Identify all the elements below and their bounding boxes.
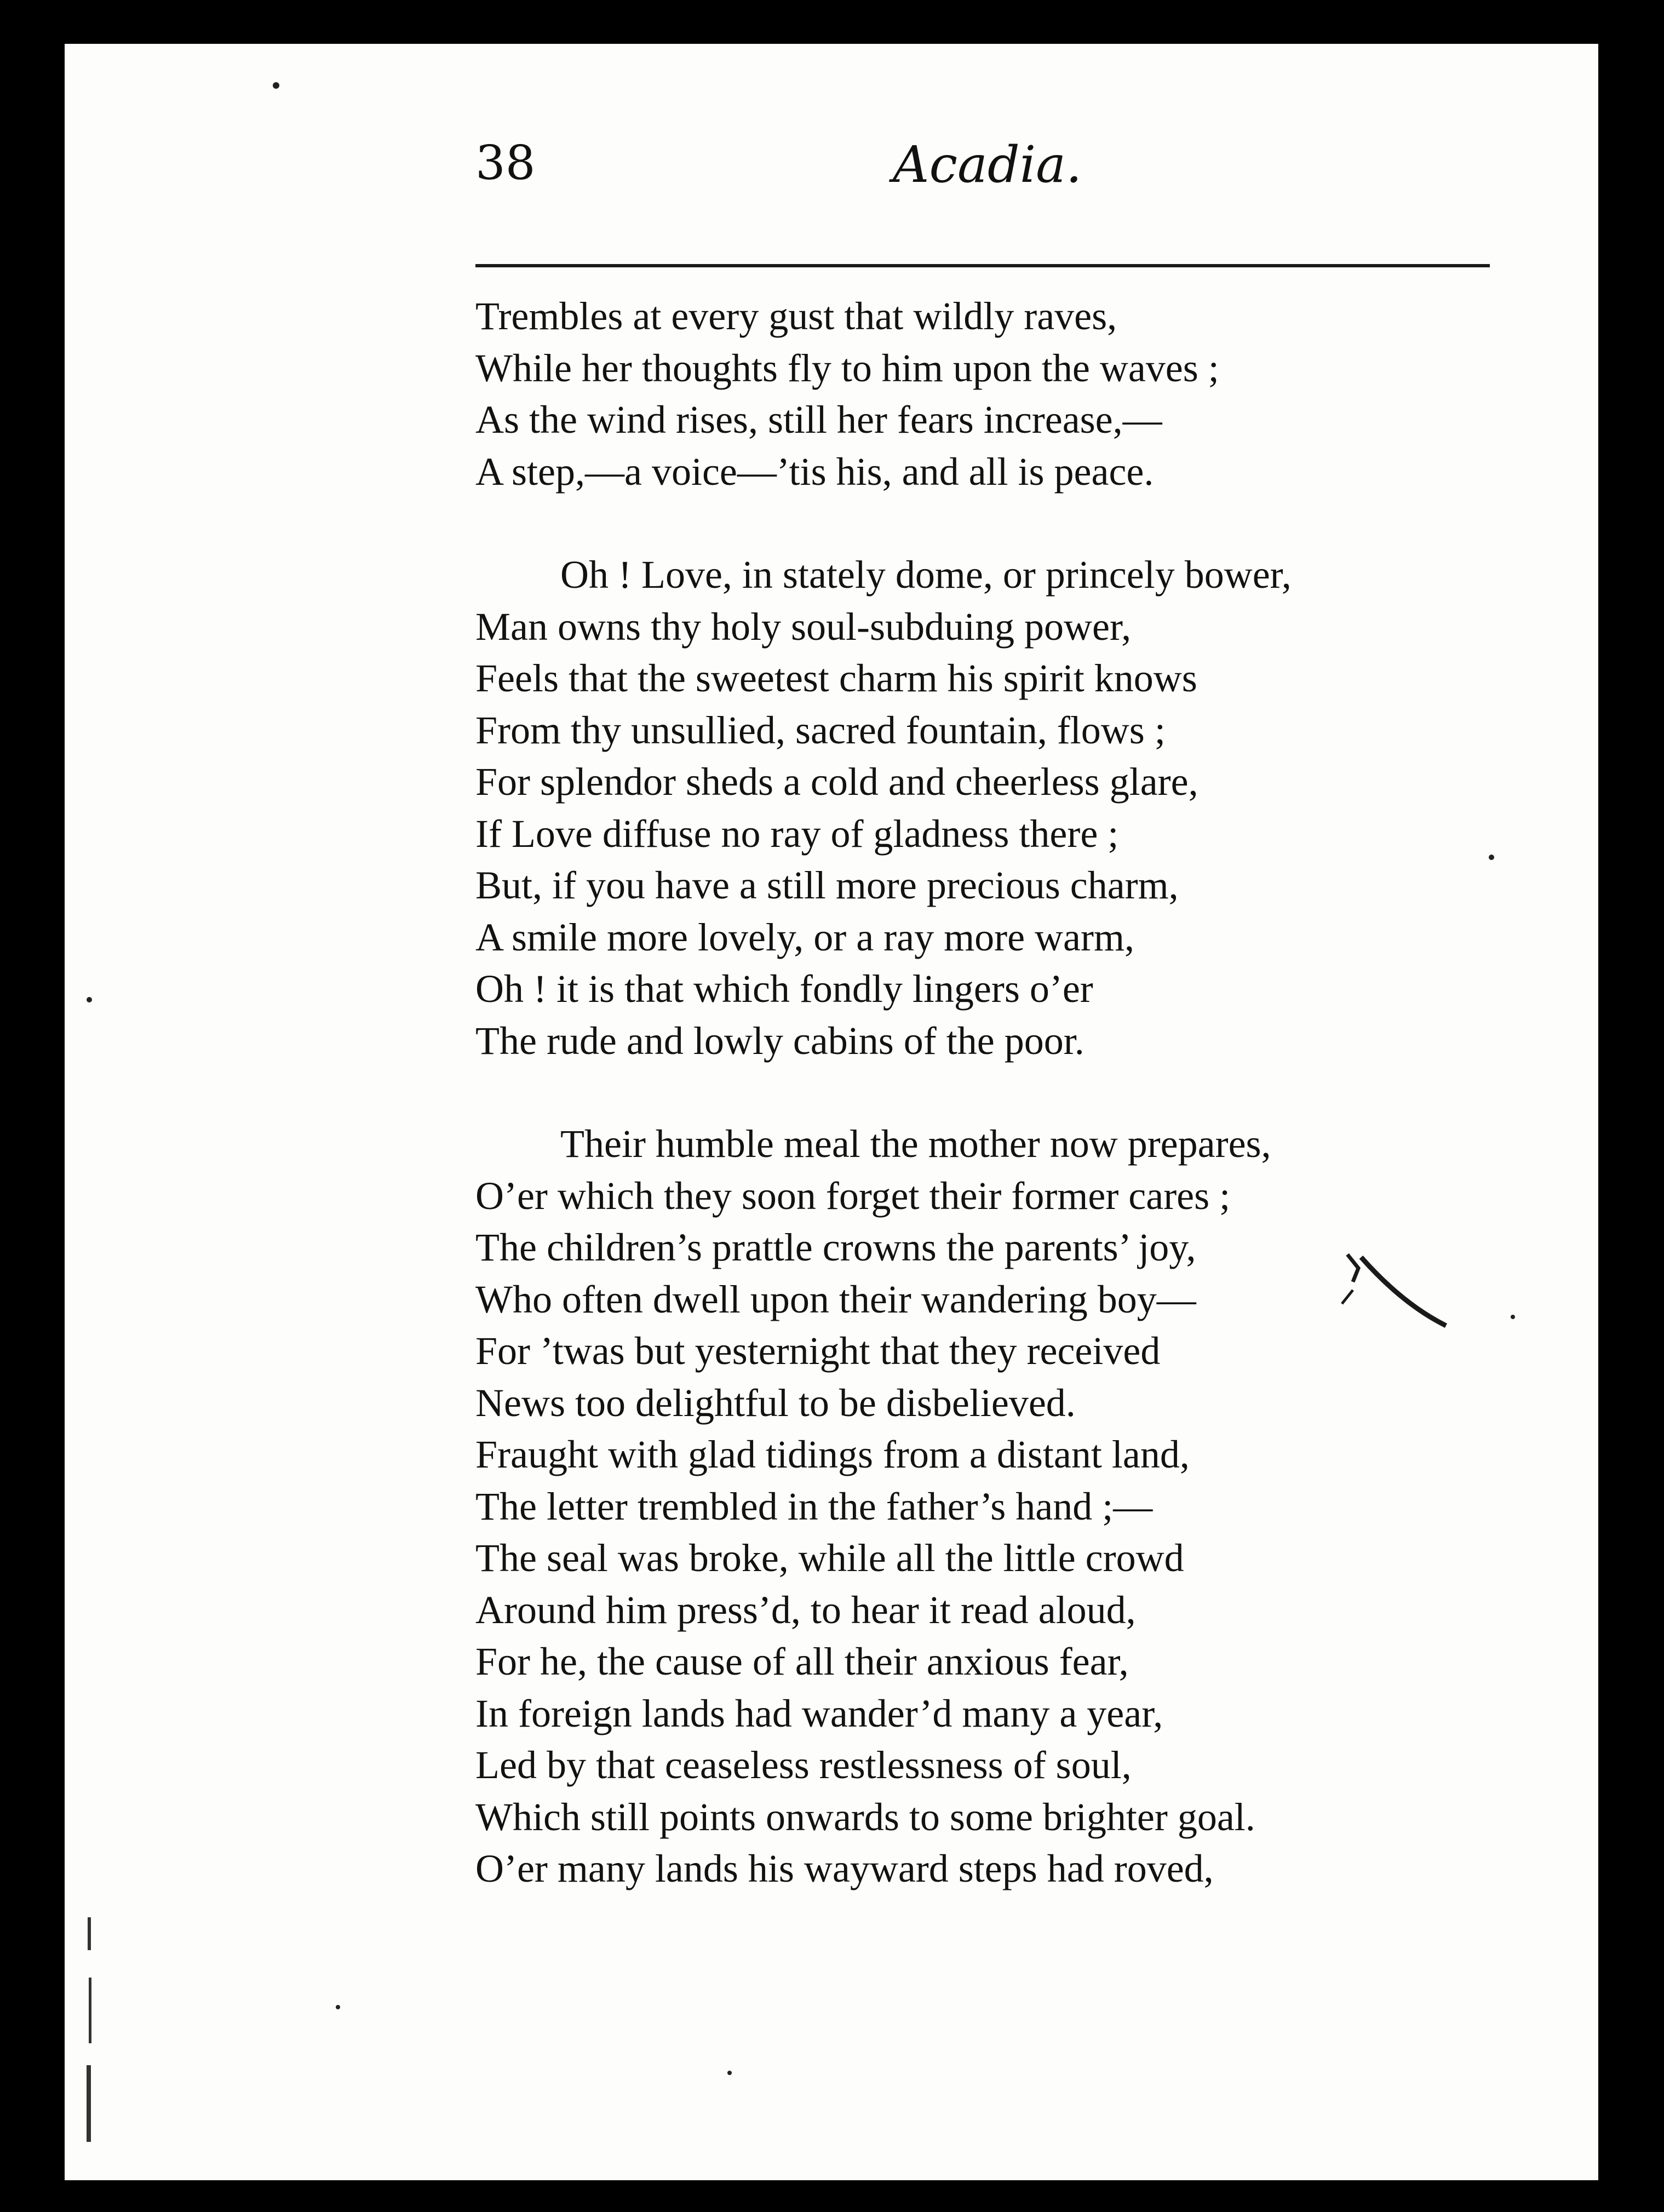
- edge-speck: [89, 1978, 91, 2043]
- poem-line: For he, the cause of all their anxious fear,: [475, 1640, 1129, 1683]
- stanza-3: [475, 1118, 1516, 1895]
- poem-line: But, if you have a still more precious charm,: [475, 863, 1179, 907]
- margin-check-mark: [1336, 1243, 1451, 1342]
- stanza-1: [475, 290, 1516, 497]
- poem-line: The children’s prattle crowns the parents’ joy,: [475, 1225, 1196, 1269]
- poem-line: A step,—a voice—’tis his, and all is peace.: [475, 449, 1154, 494]
- page-number: 38: [475, 136, 536, 191]
- pencil-stroke: [1361, 1257, 1446, 1326]
- poem-line: Around him press’d, to hear it read aloud,: [475, 1588, 1136, 1632]
- poem-line: For ’twas but yesternight that they received: [475, 1329, 1161, 1373]
- speck: [336, 2005, 340, 2009]
- poem-line: Their humble meal the mother now prepares,: [560, 1122, 1271, 1166]
- poem-line: Fraught with glad tidings from a distant land,: [475, 1432, 1190, 1476]
- poem-line: If Love diffuse no ray of gladness there ;: [475, 811, 1119, 856]
- speck: [273, 82, 279, 89]
- page-header-title: Acadia.: [893, 135, 1082, 194]
- poem-line: The seal was broke, while all the little crowd: [475, 1536, 1184, 1580]
- edge-speck: [87, 2065, 91, 2142]
- pencil-stroke: [1347, 1254, 1358, 1282]
- poem-line: Oh ! it is that which fondly lingers o’er: [475, 967, 1093, 1011]
- poem-line: In foreign lands had wander’d many a year,: [475, 1691, 1163, 1735]
- poem-line: While her thoughts fly to him upon the waves ;: [475, 346, 1219, 390]
- scan-edge: [1598, 0, 1664, 2212]
- stanza-2: [475, 549, 1516, 1067]
- poem-line: The letter trembled in the father’s hand ;—: [475, 1484, 1153, 1528]
- poem-line: A smile more lovely, or a ray more warm,: [475, 915, 1134, 959]
- speck: [87, 997, 92, 1002]
- poem-line: For splendor sheds a cold and cheerless glare,: [475, 760, 1198, 804]
- poem-line: The rude and lowly cabins of the poor.: [475, 1018, 1085, 1063]
- poem-line: News too delightful to be disbelieved.: [475, 1380, 1076, 1425]
- poem-line: Man owns thy holy soul-subduing power,: [475, 604, 1132, 649]
- pencil-stroke: [1342, 1290, 1353, 1304]
- poem-line: Trembles at every gust that wildly raves,: [475, 294, 1117, 338]
- poem-line: Led by that ceaseless restlessness of soul,: [475, 1743, 1132, 1787]
- poem-text: [475, 290, 1516, 1946]
- header-rule: [475, 264, 1490, 267]
- poem-line: O’er many lands his wayward steps had roved,: [475, 1847, 1214, 1890]
- poem-line: From thy unsullied, sacred fountain, flows ;: [475, 708, 1166, 752]
- page-edge-specks: [82, 1917, 99, 2147]
- poem-line: Feels that the sweetest charm his spirit knows: [475, 656, 1197, 700]
- poem-line: O’er which they soon forget their former cares ;: [475, 1173, 1231, 1218]
- speck: [727, 2071, 732, 2075]
- poem-line: Oh ! Love, in stately dome, or princely bower,: [560, 553, 1292, 597]
- edge-speck: [88, 1917, 91, 1950]
- poem-line: As the wind rises, still her fears increase,—: [475, 398, 1162, 442]
- poem-line: Which still points onwards to some brighter goal.: [475, 1795, 1255, 1839]
- poem-line: Who often dwell upon their wandering boy—: [475, 1277, 1196, 1321]
